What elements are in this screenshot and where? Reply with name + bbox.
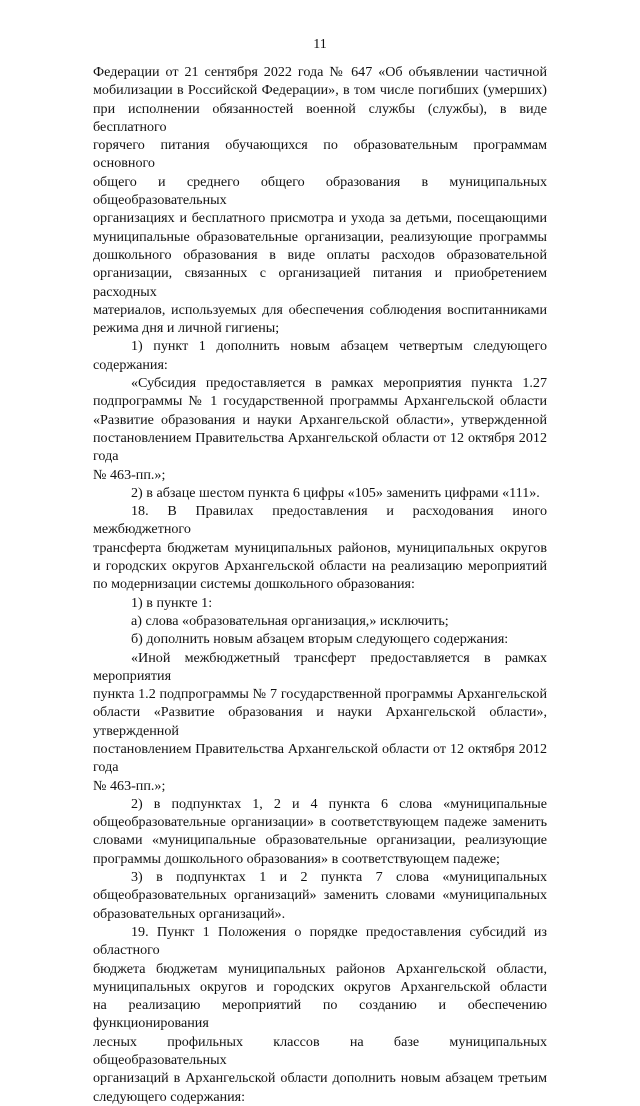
text-line: горячего питания обучающихся по образовательным программам основного [93, 137, 547, 172]
text-line: пункта 1.2 подпрограммы № 7 государственной программы Архангельской [93, 686, 547, 703]
text-line: при исполнении обязанностей военной службы (службы), в виде бесплатного [93, 100, 547, 135]
text-line: б) дополнить новым абзацем вторым следующего содержания: [131, 631, 509, 648]
text-line: 1) пункт 1 дополнить новым абзацем четвертым следующего [131, 338, 547, 355]
text-line: трансферта бюджетам муниципальных районов, муниципальных округов [93, 539, 547, 556]
text-line: подпрограммы № 1 государственной программы Архангельской области [93, 393, 547, 410]
text-line: муниципальные образовательные организации, реализующие программы [93, 228, 547, 245]
text-line: общеобразовательные организации» в соответствующем падеже заменить [93, 814, 547, 831]
text-line: по модернизации системы дошкольного образования: [93, 576, 415, 593]
text-line: словами «муниципальные образовательные организации, реализующие [93, 832, 547, 849]
text-line: «Развитие образования и науки Архангельской области», утвержденной [93, 411, 547, 428]
text-line: постановлением Правительства Архангельской области от 12 октября 2012 года [93, 740, 547, 776]
text-line: муниципальных округов и городских округов Архангельской области [93, 978, 547, 995]
text-line: Федерации от 21 сентября 2022 года № 647 «Об объявлении частичной [93, 64, 547, 80]
text-line: бюджета бюджетам муниципальных районов Архангельской области, [93, 960, 547, 977]
text-line: режима дня и личной гигиены; [93, 320, 280, 337]
text-line: постановлением Правительства Архангельской области от 12 октября 2012 года [93, 429, 547, 465]
text-line: а) слова «образовательная организация,» исключить; [131, 612, 449, 629]
text-line: 2) в абзаце шестом пункта 6 цифры «105» заменить цифрами «111». [131, 484, 540, 501]
text-line: 18. В Правилах предоставления и расходования иного межбюджетного [93, 503, 547, 538]
text-line: «Субсидия предоставляется в рамках мероприятия пункта 1.27 [131, 375, 547, 392]
document-body [93, 63, 547, 1106]
text-line: 19. Пункт 1 Положения о порядке предоставления субсидий из областного [93, 923, 547, 959]
text-line: 2) в подпунктах 1, 2 и 4 пункта 6 слова «муниципальные [131, 795, 547, 812]
text-line: программы дошкольного образования» в соответствующем падеже; [93, 850, 500, 867]
text-line: организаций в Архангельской области дополнить новым абзацем третьим [93, 1070, 547, 1087]
text-line: организациях и бесплатного присмотра и ухода за детьми, посещающими [93, 210, 547, 227]
text-line: мобилизации в Российской Федерации», в том числе погибших (умерших) [93, 82, 547, 99]
text-line: организации, связанных с организацией питания и приобретением расходных [93, 265, 547, 300]
text-line: 1) в пункте 1: [131, 594, 213, 611]
text-line: 3) в подпунктах 1 и 2 пункта 7 слова «муниципальных [131, 869, 547, 886]
text-line: следующего содержания: [93, 1088, 246, 1105]
text-line: и городских округов Архангельской области на реализацию мероприятий [93, 558, 547, 575]
text-line: области «Развитие образования и науки Архангельской области», утвержденной [93, 704, 547, 739]
page-number: 11 [313, 37, 327, 52]
text-line: «Иной межбюджетный трансферт предоставляется в рамках мероприятия [93, 649, 547, 684]
text-line: дошкольного образования в виде оплаты расходов образовательной [93, 246, 547, 263]
text-line: общеобразовательных организаций» заменить словами «муниципальных [93, 887, 547, 904]
text-line: материалов, используемых для обеспечения соблюдения воспитанниками [93, 301, 547, 318]
text-line: общего и среднего общего образования в муниципальных общеобразовательных [93, 173, 547, 209]
text-line: № 463-пп.»; [93, 777, 166, 794]
text-line: содержания: [93, 356, 168, 373]
text-line: лесных профильных классов на базе муниципальных общеобразовательных [93, 1033, 547, 1069]
text-line: № 463-пп.»; [93, 466, 166, 483]
text-line: образовательных организаций». [93, 905, 286, 922]
text-line: на реализацию мероприятий по созданию и обеспечению функционирования [93, 997, 547, 1032]
